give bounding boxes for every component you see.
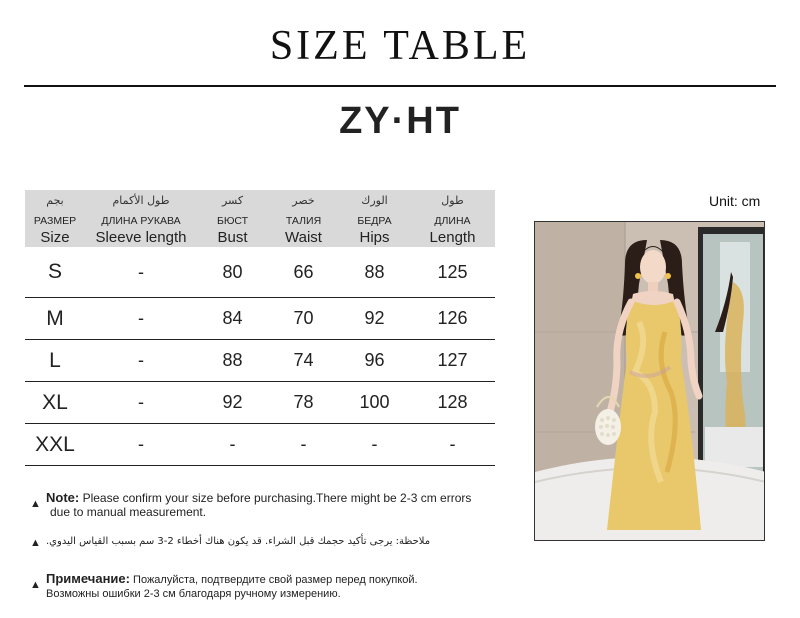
cell-size: L: [49, 348, 61, 372]
note-russian: [30, 572, 510, 602]
size-table-title: SIZE TABLE: [269, 23, 531, 69]
note-ru-text2: Возможны ошибки 2-3 см благодаря ручному измерению.: [46, 588, 341, 600]
note-en-text2: due to manual measurement.: [50, 505, 207, 519]
header-hips-ar: الورك: [361, 194, 388, 207]
triangle-bullet-icon: ▲: [30, 579, 41, 591]
cell-sleeve: -: [138, 350, 144, 370]
header-sleeve-en: Sleeve length: [95, 229, 187, 246]
unit-label: Unit: cm: [709, 193, 761, 209]
cell-hips: 92: [364, 308, 385, 328]
header-waist-ar: خصر: [292, 194, 315, 207]
size-table-header: [25, 190, 495, 247]
brand-name: ZY·HT: [339, 100, 461, 142]
cell-hips: 100: [359, 392, 390, 412]
header-bust-en: Bust: [217, 229, 248, 246]
header-bust: [197, 190, 268, 247]
note-ru-text: Пожалуйста, подтвердите свой размер перед покупкой.: [133, 574, 418, 586]
note-english: [30, 491, 510, 521]
header-size: [25, 190, 85, 247]
cell-length: -: [449, 434, 456, 454]
cell-sleeve: -: [138, 392, 144, 412]
triangle-bullet-icon: ▲: [30, 498, 41, 510]
cell-sleeve: -: [138, 308, 144, 328]
header-sleeve-ar: طول الأكمام: [112, 194, 170, 207]
note-arabic: [30, 535, 510, 551]
header-length-en: Length: [429, 229, 476, 246]
cell-sleeve: -: [138, 434, 144, 454]
header-length: [410, 190, 495, 247]
cell-bust: 84: [222, 308, 243, 328]
table-row: [25, 298, 495, 340]
note-ru-label: Примечание:: [46, 571, 130, 586]
header-bust-ar: كسر: [221, 194, 244, 207]
header-hips-en: Hips: [359, 229, 390, 246]
size-table: [25, 190, 495, 466]
header-waist-ru: ТАЛИЯ: [285, 215, 322, 227]
cell-length: 125: [437, 261, 468, 282]
cell-length: 127: [437, 350, 468, 370]
header-waist-en: Waist: [285, 229, 322, 246]
cell-hips: 88: [364, 261, 385, 282]
header-waist: [268, 190, 339, 247]
cell-length: 128: [437, 392, 468, 412]
table-row: [25, 247, 495, 298]
cell-bust: 80: [222, 261, 243, 282]
header-hips-ru: БЕДРА: [357, 215, 392, 227]
cell-sleeve: -: [138, 261, 144, 282]
cell-size: S: [47, 260, 62, 283]
cell-bust: -: [229, 434, 236, 454]
triangle-bullet-icon: ▲: [30, 537, 41, 549]
cell-size: M: [46, 306, 64, 330]
cell-size: XXL: [35, 432, 75, 456]
note-ar-text: ملاحظة: يرجى تأكيد حجمك قبل الشراء. قد يكون هناك أخطاء 2-3 سم بسبب القياس اليدوي.: [46, 536, 431, 547]
cell-hips: -: [371, 434, 378, 454]
cell-size: XL: [42, 390, 68, 414]
header-sleeve-ru: ДЛИНА РУКАВА: [101, 215, 181, 227]
table-row: [25, 382, 495, 424]
header-length-ru: ДЛИНА: [434, 215, 471, 227]
header-bust-ru: БЮСТ: [216, 215, 249, 227]
cell-waist: 78: [293, 392, 314, 412]
note-en-label: Note:: [46, 490, 80, 505]
product-photo: [534, 221, 765, 541]
cell-length: 126: [437, 308, 468, 328]
header-hips: [339, 190, 410, 247]
cell-waist: 74: [293, 350, 314, 370]
note-en-text: Please confirm your size before purchasing.There might be 2-3 cm errors: [82, 491, 472, 505]
header-size-ru: РАЗМЕР: [33, 215, 77, 227]
cell-bust: 92: [222, 392, 243, 412]
cell-hips: 96: [364, 350, 385, 370]
cell-bust: 88: [222, 350, 243, 370]
cell-waist: -: [300, 434, 307, 454]
cell-waist: 70: [293, 308, 314, 328]
header-size-ar: بجم: [46, 194, 64, 207]
title-divider: [24, 85, 776, 87]
header-sleeve-length: [85, 190, 197, 247]
table-row: [25, 424, 495, 466]
table-row: [25, 340, 495, 382]
header-size-en: Size: [40, 229, 70, 246]
header-length-ar: طول: [441, 194, 464, 207]
cell-waist: 66: [293, 261, 314, 282]
